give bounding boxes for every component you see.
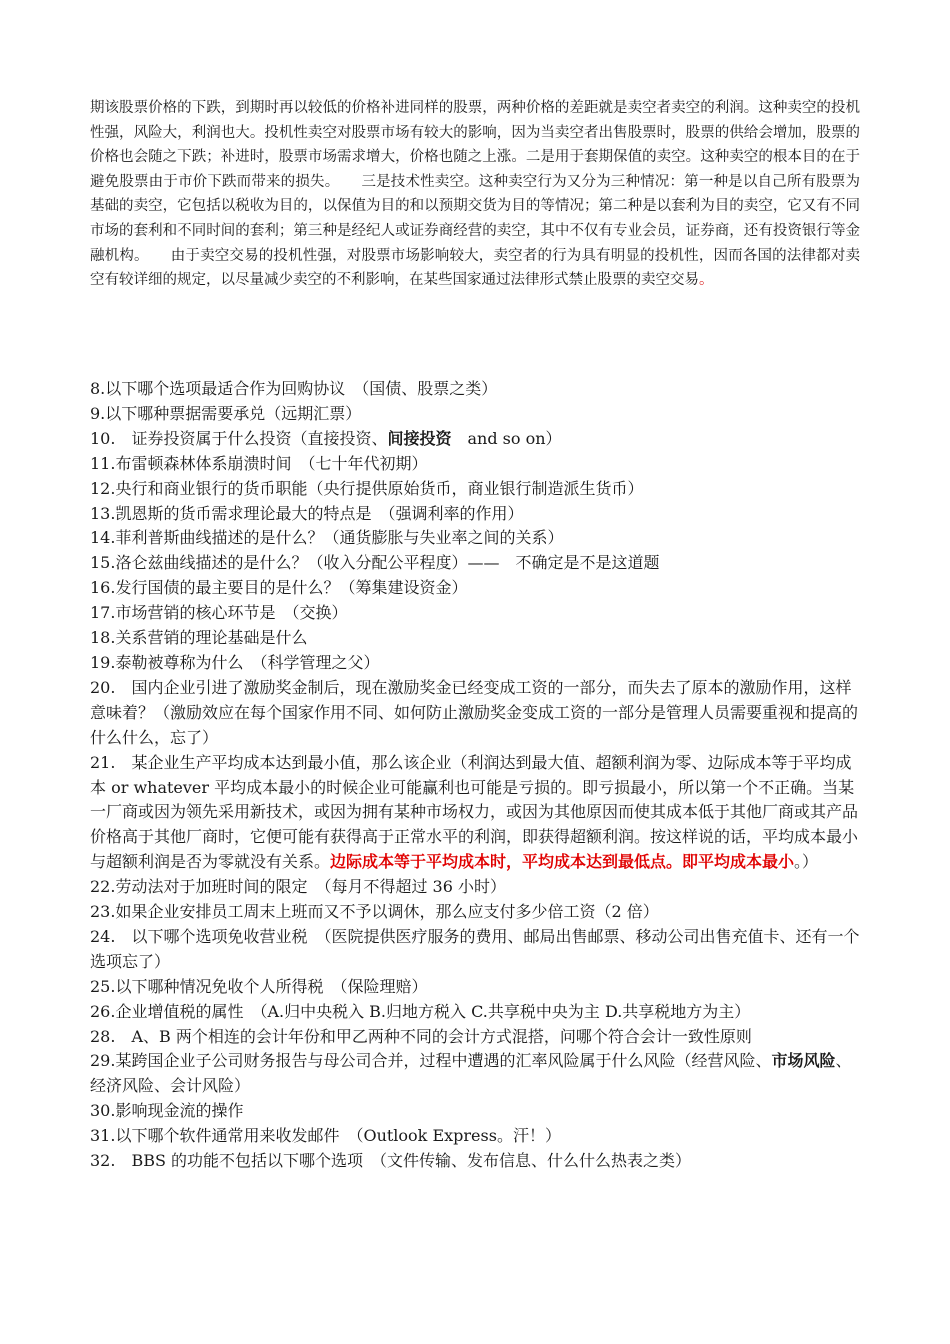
list-item-q23: 23.如果企业安排员工周末上班而又不予以调休，那么应支付多少倍工资（2 倍） xyxy=(90,902,659,922)
q21-text: 21. 某企业生产平均成本达到最小值，那么该企业（利润达到最大值、超额利润为零、边际成本等于平均成本 or whatever 平均成本最小的时候企业可能赢利也可能是亏损的。即亏损最小，所以第一个不正确。当某一厂商或因为领先采用新技术，或因为拥有某种市场权力，或因为其他原因而使其成本低于其他厂商或其产品价格高于其他厂商时，它便可能有获得高于正常水平的利润，即获得超额利润。按这样说的话，平均成本最小与超额利润是否为零就没有关系。 xyxy=(90,752,859,872)
q10-bold-answer: 间接投资 xyxy=(387,428,452,448)
list-item-q30: 30.影响现金流的操作 xyxy=(90,1101,244,1121)
list-item-q19: 19.泰勒被尊称为什么 （科学管理之父） xyxy=(90,652,380,672)
q10-text: 10. 证券投资属于什么投资（直接投资、 xyxy=(90,428,388,448)
list-item-q12: 12.央行和商业银行的货币职能（央行提供原始货币，商业银行制造派生货币） xyxy=(90,478,644,498)
q10-tail: and so on） xyxy=(451,428,562,448)
list-item-q15: 15.洛仑兹曲线描述的是什么？（收入分配公平程度）—— 不确定是不是这道题 xyxy=(90,553,660,573)
list-item-q13: 13.凯恩斯的货币需求理论最大的特点是 （强调利率的作用） xyxy=(90,503,524,523)
q29-tail: 、经济风险、会计风险） xyxy=(90,1051,852,1096)
list-item-q17: 17.市场营销的核心环节是 （交换） xyxy=(90,603,348,623)
list-item-q21 xyxy=(90,751,865,876)
list-item-q16: 16.发行国债的最主要目的是什么？（筹集建设资金） xyxy=(90,578,468,598)
list-item-q20: 20. 国内企业引进了激励奖金制后，现在激励奖金已经变成工资的一部分，而失去了原本的激励作用，这样意味着？（激励效应在每个国家作用不同、如何防止激励奖金变成工资的一部分是管理人员需要重视和提高的什么什么，忘了） xyxy=(90,677,859,747)
list-item-q26: 26.企业增值税的属性 （A.归中央税入 B.归地方税入 C.共享税中央为主 D.共享税地方为主） xyxy=(90,1001,751,1021)
list-item-q31: 31.以下哪个软件通常用来收发邮件 （Outlook Express。汗！） xyxy=(90,1126,561,1146)
list-item-q28: 28. A、B 两个相连的会计年份和甲乙两种不同的会计方式混搭，问哪个符合会计一致性原则 xyxy=(90,1026,752,1046)
q21-tail: 。） xyxy=(794,852,819,872)
list-item-q9: 9.以下哪种票据需要承兑（远期汇票） xyxy=(90,403,362,423)
list-item-q10 xyxy=(90,427,865,452)
list-item-q11: 11.布雷顿森林体系崩溃时间 （七十年代初期） xyxy=(90,453,428,473)
q21-red-conclusion: 边际成本等于平均成本时，平均成本达到最低点。即平均成本最小 xyxy=(330,852,795,872)
list-item-q25: 25.以下哪种情况免收个人所得税 （保险理赔） xyxy=(90,976,428,996)
q29-text: 29.某跨国企业子公司财务报告与母公司合并，过程中遭遇的汇率风险属于什么风险（经营风险、 xyxy=(90,1051,772,1071)
short-selling-paragraph xyxy=(90,96,860,293)
list-item-q18: 18.关系营销的理论基础是什么 xyxy=(90,628,308,648)
q29-bold-answer: 市场风险 xyxy=(771,1051,836,1071)
list-item-q8: 8.以下哪个选项最适合作为回购协议 （国债、股票之类） xyxy=(90,379,498,398)
list-item-q29 xyxy=(90,1049,865,1099)
question-list xyxy=(90,377,865,1174)
list-item-q24: 24. 以下哪个选项免收营业税 （医院提供医疗服务的费用、邮局出售邮票、移动公司出售充值卡、还有一个选项忘了） xyxy=(90,926,860,971)
paragraph-text: 期该股票价格的下跌，到期时再以较低的价格补进同样的股票，两种价格的差距就是卖空者卖空的利润。这种卖空的投机性强，风险大，利润也大。投机性卖空对股票市场有较大的影响，因为当卖空者出售股票时，股票的供给会增加，股票的价格也会随之下跌；补进时，股票市场需求增大，价格也随之上涨。二是用于套期保值的卖空。这种卖空的根本目的在于避免股票由于市价下跌而带来的损失。 三是技术性卖空。这种卖空行为又分为三种情况：第一种是以自己所有股票为基础的卖空，它包括以税收为目的，以保值为目的和以预期交货为目的等情况；第二种是以套利为目的卖空，它又有不同市场的套利和不同时间的套利；第三种是经纪人或证券商经营的卖空，其中不仅有专业会员，证券商，还有投资银行等金融机构。 由于卖空交易的投机性强，对股票市场影响较大，卖空者的行为具有明显的投机性，因而各国的法律都对卖空有较详细的规定，以尽量减少卖空的不利影响，在某些国家通过法律形式禁止股票的卖空交易 xyxy=(90,100,860,289)
list-item-q14: 14.菲利普斯曲线描述的是什么？（通货膨胀与失业率之间的关系） xyxy=(90,528,564,548)
paragraph-end-mark: 。 xyxy=(699,272,714,289)
list-item-q32: 32. BBS 的功能不包括以下哪个选项 （文件传输、发布信息、什么什么热表之类） xyxy=(90,1151,692,1171)
list-item-q22: 22.劳动法对于加班时间的限定 （每月不得超过 36 小时） xyxy=(90,877,506,897)
